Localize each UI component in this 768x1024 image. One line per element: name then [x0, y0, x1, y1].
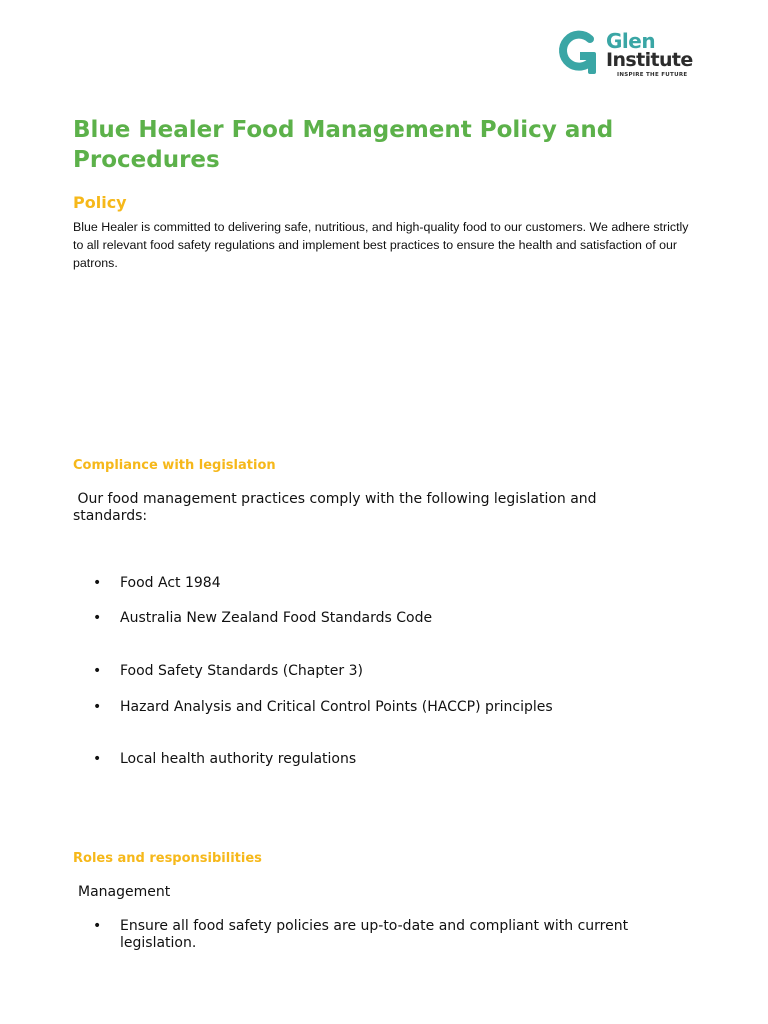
list-item-text: Food Act 1984 [120, 575, 221, 591]
bullet-icon: • [93, 575, 102, 591]
bullet-icon: • [93, 663, 102, 679]
bullet-icon: • [93, 751, 102, 767]
list-item-text: Local health authority regulations [120, 751, 357, 767]
list-item [93, 575, 693, 592]
logo-name-line-1: Glen [606, 29, 656, 53]
list-item-text: Ensure all food safety policies are up-to-date and compliant with current legislation. [120, 918, 629, 951]
policy-body: Blue Healer is committed to delivering safe, nutritious, and high-quality food to our customers. We adhere strictly to all relevant food safety regulations and implement best practices to ensure the health and satisfaction of our patrons. [73, 220, 689, 270]
management-label: Management [78, 884, 171, 900]
logo-g-mark-icon [558, 30, 604, 76]
logo-tagline: INSPIRE THE FUTURE [617, 72, 688, 78]
bullet-icon: • [93, 610, 102, 626]
compliance-intro: Our food management practices comply with the following legislation and standards: [73, 491, 602, 524]
list-item [93, 610, 693, 627]
glen-institute-logo [558, 30, 698, 82]
list-item-text: Food Safety Standards (Chapter 3) [120, 663, 363, 679]
roles-heading: Roles and responsibilities [73, 851, 262, 866]
document-title: Blue Healer Food Management Policy and Procedures [73, 117, 614, 173]
bullet-icon: • [93, 918, 102, 934]
list-item [93, 918, 693, 952]
list-item-text: Hazard Analysis and Critical Control Points (HACCP) principles [120, 699, 553, 715]
bullet-icon: • [93, 699, 102, 715]
list-item [93, 751, 693, 768]
policy-heading: Policy [73, 193, 127, 212]
list-item [93, 663, 693, 680]
logo-name-line-2: Institute [606, 49, 693, 71]
compliance-heading: Compliance with legislation [73, 458, 276, 473]
list-item-text: Australia New Zealand Food Standards Code [120, 610, 433, 626]
list-item [93, 699, 693, 716]
